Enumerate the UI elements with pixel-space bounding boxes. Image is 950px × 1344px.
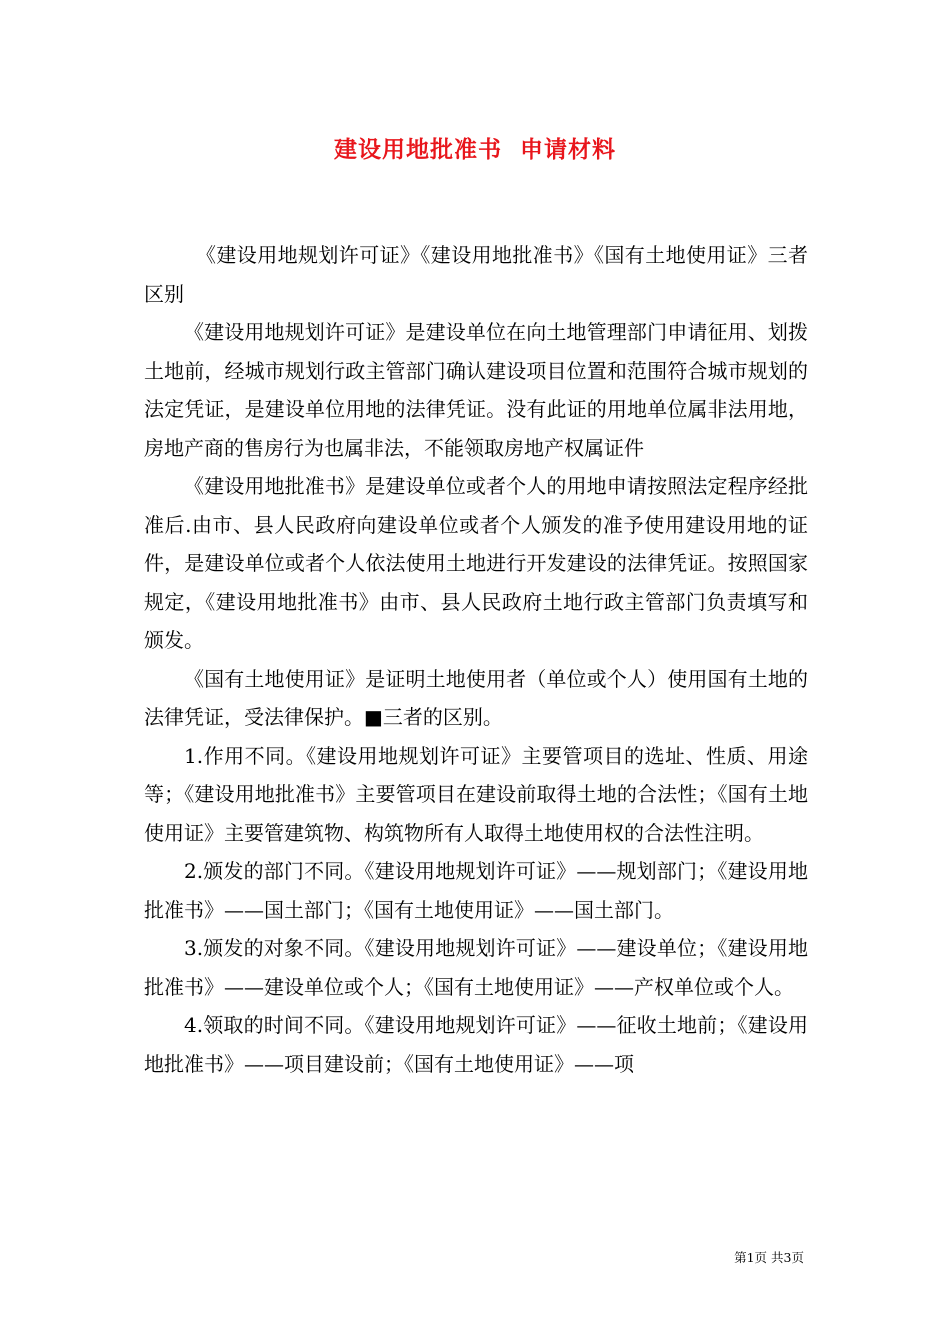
paragraph-intro: 《建设用地规划许可证》《建设用地批准书》《国有土地使用证》三者区别 [144,243,808,306]
document-title: 建设用地批准书 申请材料 [333,136,616,163]
page-number: 第1页 共3页 [734,1250,804,1265]
document-body [144,236,808,1083]
paragraph-land-certificate: 《国有土地使用证》是证明土地使用者（单位或个人）使用国有土地的法律凭证，受法律保护。■三者的区别。 [144,666,808,729]
paragraph-difference-2: 2.颁发的部门不同。《建设用地规划许可证》——规划部门；《建设用地批准书》——国土部门；《国有土地使用证》——国土部门。 [144,859,808,922]
paragraph-approval-letter: 《建设用地批准书》是建设单位或者个人的用地申请按照法定程序经批准后.由市、县人民政府向建设单位或者个人颁发的准予使用建设用地的证件，是建设单位或者个人依法使用土地进行开发建设的法律凭证。按照国家规定，《建设用地批准书》由市、县人民政府土地行政主管部门负责填写和颁发。 [144,474,808,652]
paragraph-planning-permit: 《建设用地规划许可证》是建设单位在向土地管理部门申请征用、划拨土地前，经城市规划行政主管部门确认建设项目位置和范围符合城市规划的法定凭证，是建设单位用地的法律凭证。没有此证的用地单位属非法用地，房地产商的售房行为也属非法，不能领取房地产权属证件 [144,320,808,460]
paragraph-difference-3: 3.颁发的对象不同。《建设用地规划许可证》——建设单位；《建设用地批准书》——建设单位或个人；《国有土地使用证》——产权单位或个人。 [144,936,808,999]
paragraph-difference-4: 4.领取的时间不同。《建设用地规划许可证》——征收土地前；《建设用地批准书》——项目建设前；《国有土地使用证》——项 [144,1013,808,1076]
paragraph-difference-1: 1.作用不同。《建设用地规划许可证》主要管项目的选址、性质、用途等；《建设用地批准书》主要管项目在建设前取得土地的合法性；《国有土地使用证》主要管建筑物、构筑物所有人取得土地使用权的合法性注明。 [144,743,808,845]
